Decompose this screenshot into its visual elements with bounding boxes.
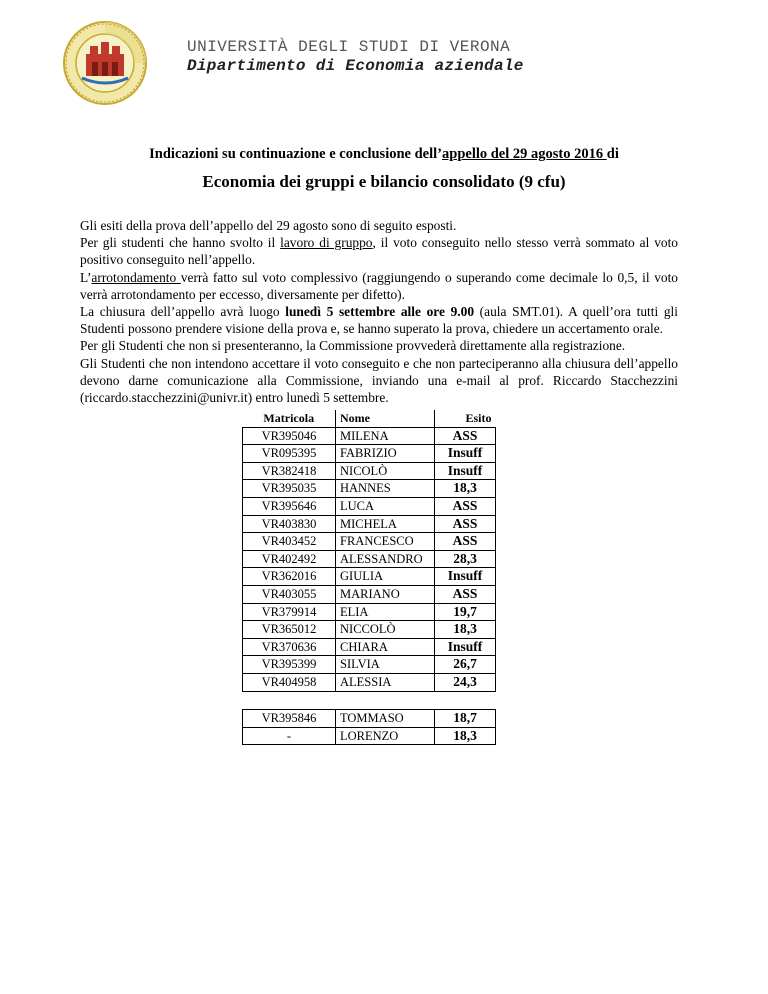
results-table — [242, 410, 496, 692]
matricola-cell: VR382418 — [243, 462, 336, 480]
nome-cell: MILENA — [336, 427, 435, 445]
matricola-cell: VR403055 — [243, 585, 336, 603]
esito-cell: ASS — [435, 497, 496, 515]
paragraph-closing: La chiusura dell’appello avrà luogo lunedì 5 settembre alle ore 9.00 (aula SMT.01). A quell’ora tutti gli Studenti possono prendere visione della prova e, se hanno superato la prova, chiedere un accertamento orale. — [80, 304, 678, 337]
table-row — [243, 445, 496, 463]
matricola-cell: VR395399 — [243, 656, 336, 674]
paragraph-rounding: L’arrotondamento verrà fatto sul voto complessivo (raggiungendo o superando come decimale lo 0,5, il voto verrà arrotondamento per eccesso, diversamente per difetto). — [80, 269, 679, 302]
department-name: Dipartimento di Economia aziendale — [187, 57, 524, 75]
nome-cell: CHIARA — [336, 638, 435, 656]
esito-cell: ASS — [435, 427, 496, 445]
university-seal-icon — [62, 20, 148, 106]
paragraph-refusal: Gli Studenti che non intendono accettare il voto conseguito e che non parteciperanno alla chiusura dell’appello devono darne comunicazione alla Commissione, inviando una e-mail al prof. Riccardo Stacchezzini (riccardo.stacchezzini@univr.it) entro lunedì 5 settembre. — [80, 355, 678, 406]
matricola-cell: VR395035 — [243, 480, 336, 498]
matricola-cell: VR365012 — [243, 621, 336, 639]
table-row — [243, 533, 496, 551]
esito-cell: 19,7 — [435, 603, 496, 621]
matricola-cell: VR395646 — [243, 497, 336, 515]
table-row — [243, 462, 496, 480]
matricola-cell: VR404958 — [243, 673, 336, 691]
matricola-cell: VR403830 — [243, 515, 336, 533]
matricola-cell: VR095395 — [243, 445, 336, 463]
extra-results-table — [242, 709, 496, 745]
notice-heading: Indicazioni su continuazione e conclusione dell’appello del 29 agosto 2016 di — [149, 146, 619, 162]
column-header: Esito — [435, 410, 496, 427]
table-header-row — [243, 410, 496, 427]
table-row — [243, 727, 496, 745]
table-row — [243, 603, 496, 621]
nome-cell: FRANCESCO — [336, 533, 435, 551]
nome-cell: SILVIA — [336, 656, 435, 674]
nome-cell: GIULIA — [336, 568, 435, 586]
column-header: Nome — [336, 410, 435, 427]
nome-cell: FABRIZIO — [336, 445, 435, 463]
esito-cell: Insuff — [435, 462, 496, 480]
nome-cell: MICHELA — [336, 515, 435, 533]
nome-cell: TOMMASO — [336, 710, 435, 728]
matricola-cell: VR402492 — [243, 550, 336, 568]
esito-cell: 18,3 — [435, 621, 496, 639]
matricola-cell: - — [243, 727, 336, 745]
table-row — [243, 568, 496, 586]
nome-cell: NICOLÒ — [336, 462, 435, 480]
esito-cell: ASS — [435, 585, 496, 603]
paragraph-absent: Per gli Studenti che non si presenteranno, la Commissione provvederà direttamente alla registrazione. — [80, 338, 626, 354]
nome-cell: LORENZO — [336, 727, 435, 745]
nome-cell: ALESSIA — [336, 673, 435, 691]
notice-body — [80, 217, 678, 406]
table-row — [243, 497, 496, 515]
column-header: Matricola — [243, 410, 336, 427]
course-title: Economia dei gruppi e bilancio consolidato (9 cfu) — [202, 172, 566, 191]
esito-cell: 28,3 — [435, 550, 496, 568]
table-row — [243, 638, 496, 656]
esito-cell: Insuff — [435, 638, 496, 656]
paragraph-results: Gli esiti della prova dell’appello del 29 agosto sono di seguito esposti. — [80, 218, 457, 233]
table-row — [243, 621, 496, 639]
table-row — [243, 585, 496, 603]
table-row — [243, 673, 496, 691]
matricola-cell: VR370636 — [243, 638, 336, 656]
esito-cell: 18,3 — [435, 727, 496, 745]
esito-cell: Insuff — [435, 568, 496, 586]
paragraph-group-work: Per gli studenti che hanno svolto il lavoro di gruppo, il voto conseguito nello stesso verrà sommato al voto positivo conseguito nell’appello. — [80, 235, 678, 268]
esito-cell: 18,7 — [435, 710, 496, 728]
table-row — [243, 480, 496, 498]
nome-cell: NICCOLÒ — [336, 621, 435, 639]
matricola-cell: VR395046 — [243, 427, 336, 445]
nome-cell: MARIANO — [336, 585, 435, 603]
matricola-cell: VR395846 — [243, 710, 336, 728]
nome-cell: ALESSANDRO — [336, 550, 435, 568]
nome-cell: ELIA — [336, 603, 435, 621]
table-row — [243, 550, 496, 568]
nome-cell: LUCA — [336, 497, 435, 515]
matricola-cell: VR362016 — [243, 568, 336, 586]
table-row — [243, 515, 496, 533]
esito-cell: ASS — [435, 533, 496, 551]
table-row — [243, 656, 496, 674]
table-row — [243, 710, 496, 728]
esito-cell: Insuff — [435, 445, 496, 463]
esito-cell: 24,3 — [435, 673, 496, 691]
esito-cell: 18,3 — [435, 480, 496, 498]
matricola-cell: VR403452 — [243, 533, 336, 551]
matricola-cell: VR379914 — [243, 603, 336, 621]
esito-cell: ASS — [435, 515, 496, 533]
university-name: UNIVERSITÀ DEGLI STUDI DI VERONA — [187, 38, 511, 56]
table-row — [243, 427, 496, 445]
esito-cell: 26,7 — [435, 656, 496, 674]
nome-cell: HANNES — [336, 480, 435, 498]
